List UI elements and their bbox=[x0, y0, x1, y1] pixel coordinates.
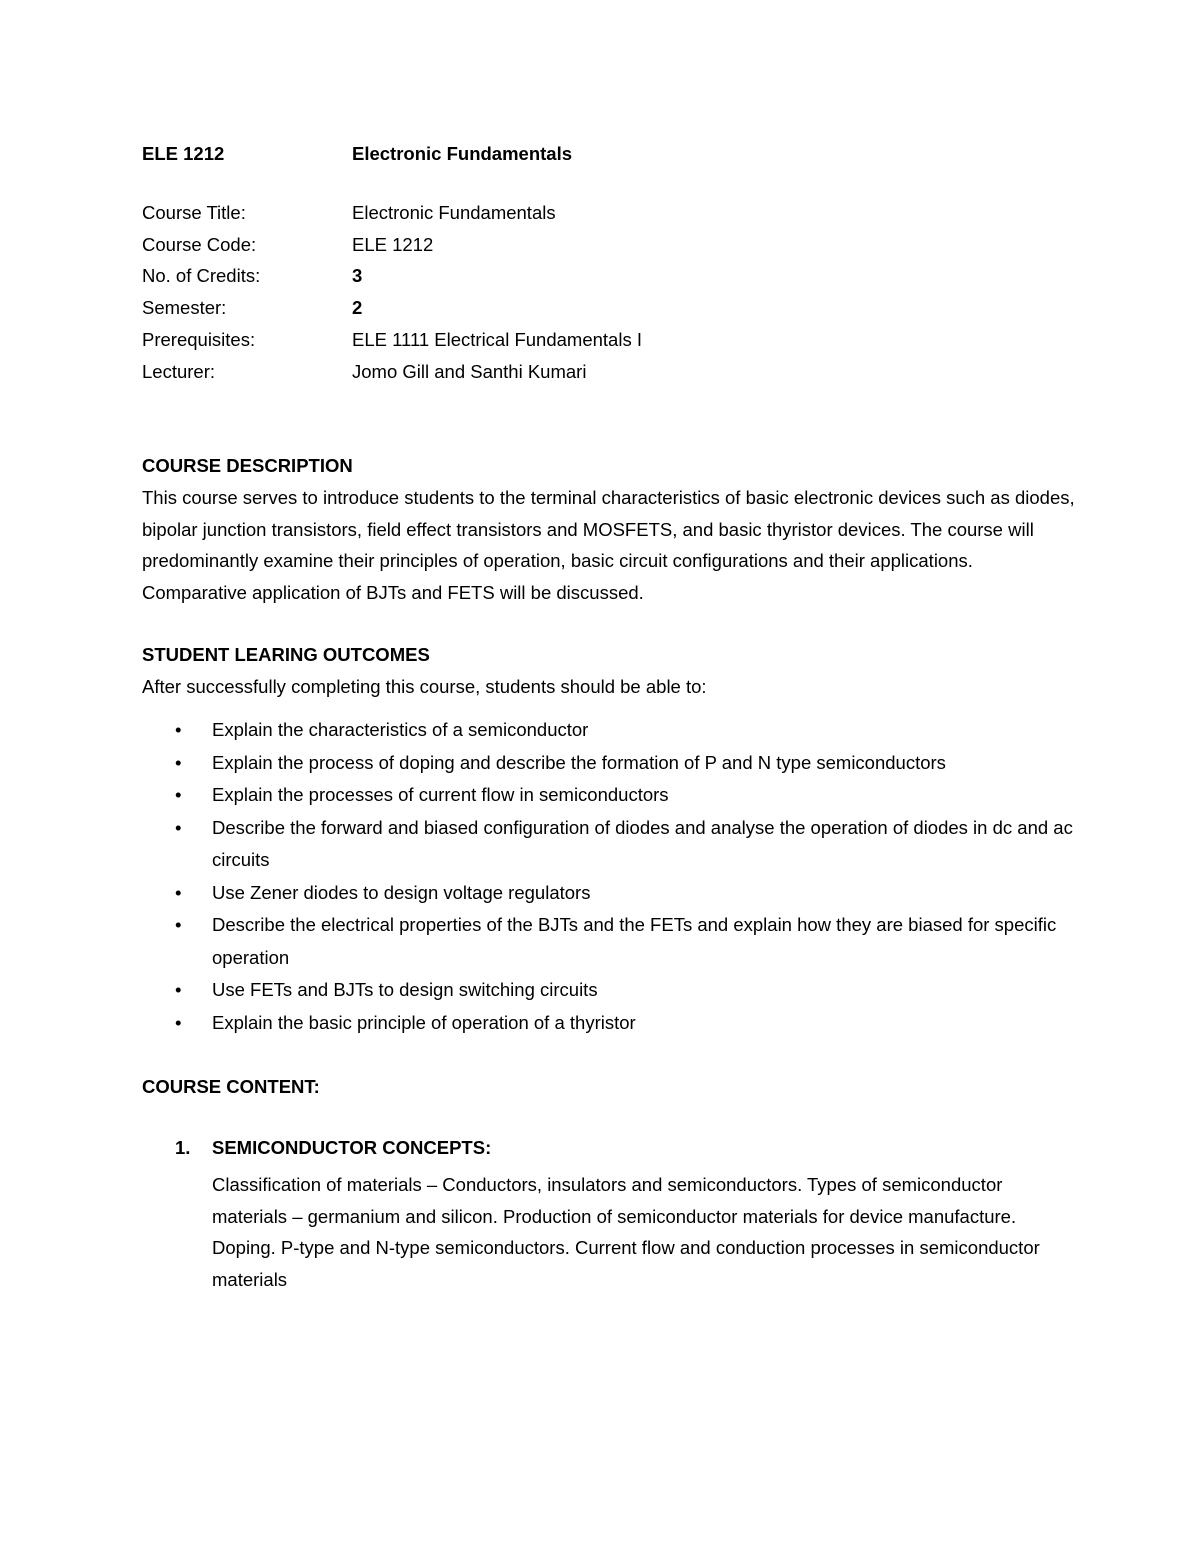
info-label: Semester: bbox=[142, 297, 227, 318]
info-row-code bbox=[0, 234, 1200, 266]
bullet-icon: • bbox=[175, 784, 182, 805]
info-label: Course Code: bbox=[142, 234, 257, 255]
bullet-icon: • bbox=[175, 881, 182, 903]
bullet-icon: • bbox=[175, 1011, 182, 1033]
outcome-text: Use Zener diodes to design voltage regulators bbox=[212, 881, 591, 903]
bullet-icon: • bbox=[175, 914, 182, 935]
bullet-icon: • bbox=[175, 719, 182, 740]
outcome-text: Describe the electrical properties of the BJTs and the FETs and explain how they are biased for specific operation bbox=[212, 914, 1057, 968]
bullet-icon: • bbox=[175, 751, 182, 773]
section-text: Classification of materials – Conductors, insulators and semiconductors. Types of semiconductor materials – germanium and silicon. Production of semiconductor materials for device manufacture. Doping. P-type and N-type semiconductors. Current flow and conduction processes in semiconductor materials bbox=[212, 1174, 1040, 1290]
info-row-semester bbox=[0, 297, 1200, 329]
info-value: 2 bbox=[352, 297, 363, 318]
info-label: Course Title: bbox=[142, 202, 246, 223]
outcome-text: Explain the processes of current flow in semiconductors bbox=[212, 784, 669, 805]
info-label: Lecturer: bbox=[142, 361, 216, 382]
description-text: This course serves to introduce students to the terminal characteristics of basic electronic devices such as diodes, bipolar junction transistors, field effect transistors and MOSFETS, and basic thyristor devices. The course will predominantly examine their principles of operation, basic circuit configurations and their applications. Comparative application of BJTs and FETS will be discussed. bbox=[142, 487, 1075, 603]
info-label: No. of Credits: bbox=[142, 265, 261, 286]
list-item bbox=[142, 812, 1082, 877]
info-row-prerequisites bbox=[0, 329, 1200, 361]
outcomes-intro: After successfully completing this course, students should be able to: bbox=[142, 676, 707, 697]
list-item bbox=[142, 747, 1082, 780]
info-value: Electronic Fundamentals bbox=[352, 202, 556, 223]
list-item bbox=[142, 714, 1082, 747]
course-title-heading: Electronic Fundamentals bbox=[352, 143, 572, 164]
outcomes-list bbox=[142, 714, 1082, 1039]
outcome-text: Explain the characteristics of a semiconductor bbox=[212, 719, 589, 740]
info-row-title bbox=[0, 202, 1200, 234]
info-value: ELE 1212 bbox=[352, 234, 434, 255]
section-title: SEMICONDUCTOR CONCEPTS: bbox=[212, 1137, 492, 1158]
list-item bbox=[142, 877, 1082, 910]
list-item bbox=[142, 779, 1082, 812]
info-label: Prerequisites: bbox=[142, 329, 256, 350]
list-item bbox=[142, 974, 1082, 1007]
info-row-lecturer bbox=[0, 361, 1200, 393]
outcome-text: Use FETs and BJTs to design switching circuits bbox=[212, 979, 598, 1000]
list-item bbox=[142, 909, 1082, 974]
list-item bbox=[142, 1007, 1082, 1040]
bullet-icon: • bbox=[175, 979, 182, 1000]
section-number: 1. bbox=[175, 1137, 191, 1158]
course-code-heading: ELE 1212 bbox=[142, 143, 225, 164]
outcome-text: Explain the basic principle of operation of a thyristor bbox=[212, 1011, 636, 1033]
info-row-credits bbox=[0, 265, 1200, 297]
info-value: ELE 1111 Electrical Fundamentals I bbox=[352, 329, 642, 350]
info-value: Jomo Gill and Santhi Kumari bbox=[352, 361, 587, 382]
outcomes-heading: STUDENT LEARING OUTCOMES bbox=[142, 644, 430, 665]
outcome-text: Explain the process of doping and describe the formation of P and N type semiconductors bbox=[212, 751, 946, 773]
bullet-icon: • bbox=[175, 816, 182, 838]
description-heading: COURSE DESCRIPTION bbox=[142, 455, 353, 476]
info-value: 3 bbox=[352, 265, 363, 286]
outcome-text: Describe the forward and biased configuration of diodes and analyse the operation of diodes in dc and ac circuits bbox=[212, 816, 1073, 870]
content-heading: COURSE CONTENT: bbox=[142, 1076, 320, 1097]
